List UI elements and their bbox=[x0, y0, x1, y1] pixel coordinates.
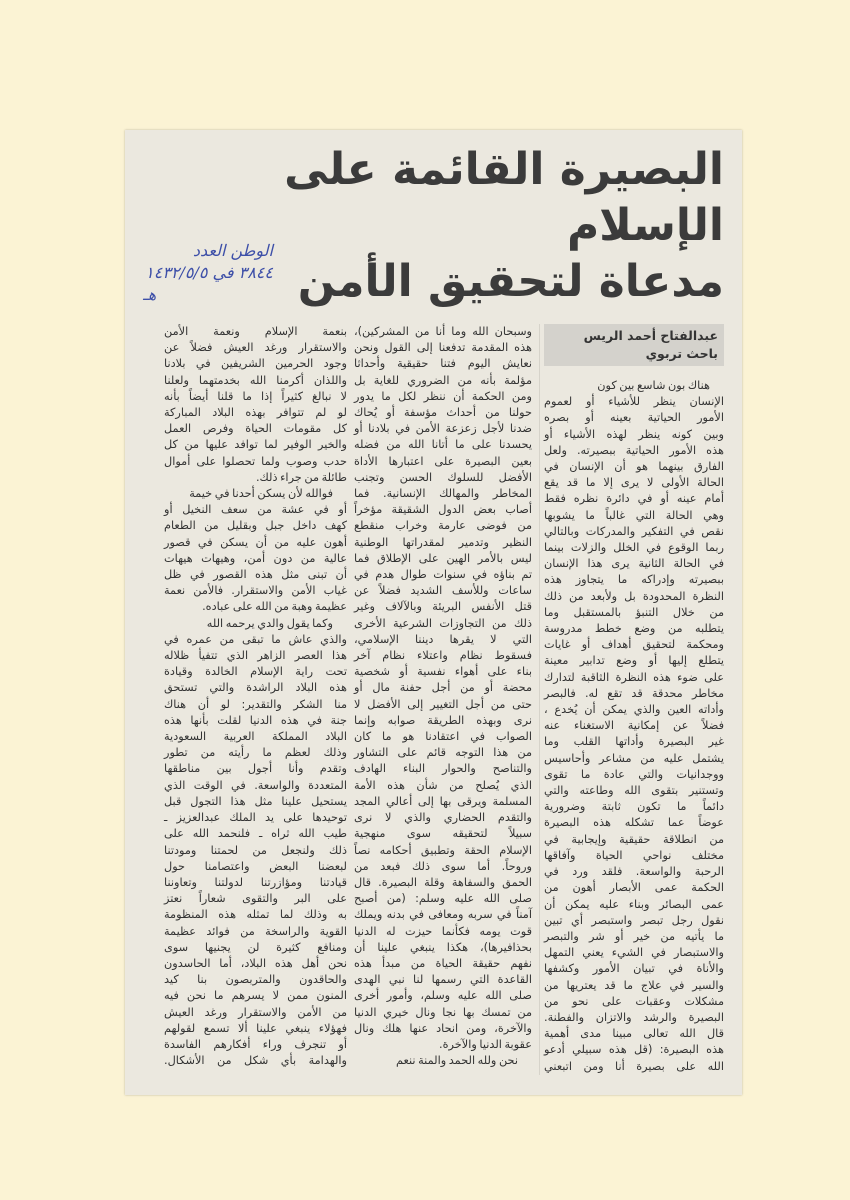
text-line: البصيرة والرشد والاتزان والفطنة. bbox=[544, 1010, 724, 1024]
text-line: وهي الحالة التي غالباً ما يشوبها bbox=[544, 508, 724, 522]
text-line: أهون عليه من أن يسكن في قصور bbox=[164, 535, 347, 549]
text-line: يستحيل علينا مثل هذا التجول قبل bbox=[164, 794, 347, 808]
text-line: والخير الوفير لما توافد عليها من كل bbox=[164, 438, 347, 452]
article-column-left bbox=[164, 324, 347, 1069]
text-line: لبعضنا البعض واعتصامنا حول bbox=[164, 859, 347, 873]
text-line: على ضوء هذه النظرة الثاقبة لتدارك bbox=[544, 670, 724, 684]
text-line: آمناً في سربه ومعافى في بدنه ويملك bbox=[354, 908, 532, 922]
byline bbox=[544, 324, 724, 366]
text-line: فسقوط نظام واعتلاء نظام آخر bbox=[354, 649, 532, 663]
column-text-middle bbox=[354, 324, 532, 1069]
text-line: كل مقومات الحياة وفرص العمل bbox=[164, 422, 347, 436]
text-line: الحمق والسفاهة وقلة البصيرة. قال bbox=[354, 875, 532, 889]
author-name: عبدالفتاح أحمد الريس bbox=[583, 328, 718, 343]
text-line: وبين كونه ينظر لهذه الأشياء أو bbox=[544, 427, 724, 441]
text-line: وتستنير بتقوى الله وطاعته والتي bbox=[544, 784, 724, 798]
text-line: عقوبة الدنيا والآخرة. bbox=[439, 1037, 532, 1051]
text-line: في الحالة الثانية يرى هذا الإنسان bbox=[544, 557, 724, 571]
text-line: طائلة من جراء ذلك. bbox=[255, 470, 347, 484]
text-line: ربما الوقوع في الخلل والزلات بينما bbox=[544, 541, 724, 555]
text-line: الأمور الحياتية بعينه أو بصره bbox=[544, 411, 724, 425]
text-line: الذي يُصلح من شأن هذه الأمة bbox=[354, 778, 532, 792]
text-line: قيادتنا ومؤازرتنا لدولتنا وتعاوننا bbox=[164, 875, 347, 889]
text-line: من انطلاقة حقيقية وإيجابية في bbox=[544, 832, 724, 846]
text-line: صلى الله عليه وسلم، وأمور أخرى bbox=[354, 989, 532, 1003]
text-line: هذه المقدمة تدفعنا إلى القول ونحن bbox=[354, 341, 532, 355]
text-line: القوية والراسخة من فوائد عظيمة bbox=[164, 924, 347, 938]
text-line: تم بناؤه في سنوات طوال هدم في bbox=[354, 568, 532, 582]
text-line: جنة في هذه الدنيا لقلت بأنها هذه bbox=[164, 713, 347, 727]
text-line: يتطلع إليها أو وضع تدابير معينة bbox=[544, 654, 724, 668]
text-line: بحذافيرها)، هكذا ينبغي علينا أن bbox=[354, 940, 532, 954]
headline bbox=[283, 142, 724, 310]
text-line: يحسدنا على ما أتانا الله من فضله bbox=[354, 438, 532, 452]
text-line: قال الله تعالى مبينا مدى أهمية bbox=[544, 1027, 724, 1041]
text-line: هذه الأمور الحياتية ببصيرته. ولعل bbox=[544, 443, 724, 457]
column-text-left bbox=[164, 324, 347, 1069]
text-line: به وذلك لما تمثله هذه المنظومة bbox=[164, 908, 347, 922]
text-line: والسير في علاج ما قد يعتريها من bbox=[544, 978, 724, 992]
text-line: يشتمل عليه من مشاعر وأحاسيس bbox=[544, 751, 724, 765]
text-line: هذا العصر الزاهر الذي تتفيأ ظلاله bbox=[164, 649, 347, 663]
text-line: مشكلات وعقبات على نحو من bbox=[544, 994, 724, 1008]
text-line: نحن ولله الحمد والمنة ننعم bbox=[396, 1054, 518, 1068]
text-line: القاعدة التي رسمها لنا نبي الهدى bbox=[354, 973, 532, 987]
text-line: وروحاً. أما سوى ذلك فبعد من bbox=[354, 859, 532, 873]
text-line: غير البصيرة وأداتها القلب وما bbox=[544, 735, 724, 749]
text-line: الحالة الأولى لا يرى إلا ما قد يقع bbox=[544, 476, 724, 490]
text-line: نعايش اليوم فتنا حقيقية وأحداثا bbox=[354, 357, 532, 371]
text-line: أمام عينه أو في دائرة نظره فقط bbox=[544, 492, 724, 506]
text-line: الفارق بينهما هو أن الإنسان في bbox=[544, 460, 724, 474]
text-line: بناء على أهواء نفسية أو شخصية bbox=[354, 665, 532, 679]
text-line: ساعات وللأسف الشديد فضلاً عن bbox=[354, 584, 532, 598]
text-line: فهؤلاء ينبغي علينا ألا تسمع لقولهم bbox=[164, 1021, 347, 1035]
text-line: بنعمة الإسلام ونعمة الأمن bbox=[164, 325, 347, 338]
text-line: نفهم حقيقة الحياة من مبدأ هذه bbox=[354, 956, 532, 970]
text-line: ومنافع كثيرة لن يجنيها سوى bbox=[164, 940, 347, 954]
text-line: والتقدم الحضاري والذي لا نرى bbox=[354, 811, 532, 825]
text-line: فضلاً عن إمكانية الاستغناء عنه bbox=[544, 719, 724, 733]
text-line: والحاقدون والمتربصون بنا كيد bbox=[164, 973, 347, 987]
text-line: حدب وصوب ولما تحصلوا على أموال bbox=[164, 454, 347, 468]
text-line: ما يأتيه من خير أو شر والتبصر bbox=[544, 929, 724, 943]
text-line: من خلال التنبؤ بالمستقبل وما bbox=[544, 605, 724, 619]
text-line: نقص في التفكير والمدركات وبالتالي bbox=[544, 524, 724, 538]
text-line: أو تنجرف وراء أفكارهم الفاسدة bbox=[164, 1037, 347, 1051]
text-line: عمى البصائر وبناء عليه يمكن أن bbox=[544, 897, 724, 911]
newspaper-clipping bbox=[125, 130, 742, 1095]
article-column-middle bbox=[354, 324, 532, 1069]
article-header bbox=[143, 142, 724, 310]
text-line: محضة أو من أجل حفنة مال أو bbox=[354, 681, 532, 695]
text-line: نحن أهل هذه البلاد، أما الحاسدون bbox=[164, 956, 347, 970]
text-line: المسلمة ويرقى بها إلى أعالي المجد bbox=[354, 794, 532, 808]
headline-line-2: مدعاة لتحقيق الأمن bbox=[297, 256, 724, 307]
text-line: يتطلبه من وضع خطط مدروسة bbox=[544, 622, 724, 636]
text-line: وتقدم وأنا أجول بين مناطقها bbox=[164, 762, 347, 776]
text-line: الصواب في اعتقادنا هو ما كان bbox=[354, 730, 532, 744]
text-line: نرى وبهذه الطريقة صوابه وإنما bbox=[354, 713, 532, 727]
text-line: الله على بصيرة أنا ومن اتبعني bbox=[544, 1059, 724, 1073]
text-line: عالية من دون أمن، وهيهات هيهات bbox=[164, 551, 347, 565]
text-line: بعين البصيرة على اعتبارها الأداة bbox=[354, 454, 532, 468]
text-line: حتى من أجل التغيير إلى الأفضل لا bbox=[354, 697, 532, 711]
text-line: والآخرة، ومن انحاد عنها هلك ونال bbox=[354, 1021, 532, 1035]
text-line: وذلك لعظم ما رأيته من تطور bbox=[164, 746, 347, 760]
text-line: على البر والتقوى شعاراً نعتز bbox=[164, 892, 347, 906]
text-line: من فوضى عارمة وخراب منقطع bbox=[354, 519, 532, 533]
text-line: ليس بالأمر الهين على الإطلاق فما bbox=[354, 551, 532, 565]
text-line: من تمسك بها نجا ونال خيري الدنيا bbox=[354, 1005, 532, 1019]
text-line: المتعددة والواسعة. في الوقت الذي bbox=[164, 778, 347, 792]
text-line: الإنسان ينظر للأشياء أو لعموم bbox=[544, 395, 724, 409]
text-line: والأناة في تبيان الأمور وكشفها bbox=[544, 962, 724, 976]
text-line: الإسلام الحقة وتطبيق أحكامه نصاً bbox=[354, 843, 532, 857]
headline-line-1: البصيرة القائمة على الإسلام bbox=[284, 144, 724, 251]
text-line: التي لا يقرها ديننا الإسلامي، bbox=[354, 632, 532, 646]
text-line: والهدامة بأي شكل من الأشكال. bbox=[164, 1054, 347, 1068]
text-line: أصاب بعض الدول الشقيقة مؤخراً bbox=[354, 503, 532, 517]
text-line: الأفضل للسلوك الحسن وتجنب bbox=[354, 470, 532, 484]
text-line: هذه البصيرة: (قل هذه سبيلي أدعو bbox=[544, 1043, 724, 1057]
text-line: الرحبة والواسعة. فلقد ورد في bbox=[544, 865, 724, 879]
text-line: مخاطر محدقة قد تقع له. فالبصر bbox=[544, 686, 724, 700]
text-line: عظيمة وهبة من الله على عباده. bbox=[202, 600, 347, 614]
article-columns bbox=[143, 324, 724, 1075]
text-line: والتناصح والحوار البناء الهادف bbox=[354, 762, 532, 776]
text-line: عوضاً عما تشكله هذه البصيرة bbox=[544, 816, 724, 830]
text-line: طيب الله ثراه ـ فلنحمد الله على bbox=[164, 827, 347, 841]
column-text-right bbox=[544, 378, 724, 1075]
text-line: من الأمن والاستقرار ورغد العيش bbox=[164, 1005, 347, 1019]
text-line: النظير وتدمير لمقدراتها الوطنية bbox=[354, 535, 532, 549]
text-line: وكما يقول والدي يرحمه الله bbox=[206, 616, 333, 630]
text-line: لا نبالغ كثيراً إذا ما قلنا أيضاً بأنه bbox=[164, 389, 347, 403]
text-line: توحيدها على يد الملك عبدالعزيز ـ bbox=[164, 811, 347, 825]
text-line: المخاطر والمهالك الإنسانية. فما bbox=[354, 487, 532, 501]
text-line: أو في عشة من سعف النخيل أو bbox=[164, 503, 347, 517]
text-line: قوت يومه فكأنما حيزت له الدنيا bbox=[354, 924, 532, 938]
handwritten-note bbox=[143, 240, 273, 310]
text-line: ببصيرته وإدراكه ما يتجاوز هذه bbox=[544, 573, 724, 587]
text-line: كهف داخل جبل وبقليل من الطعام bbox=[164, 519, 347, 533]
text-line: والاستبصار في الشيء يعني التمهل bbox=[544, 946, 724, 960]
text-line: صلى الله عليه وسلم: (من أصبح bbox=[354, 892, 532, 906]
text-line: منا الشكر والتقدير: لو أن هناك bbox=[164, 697, 347, 711]
text-line: دائماً ما تكون ثابتة وضرورية bbox=[544, 800, 724, 814]
text-line: الحكمة عمى الأبصار أهون من bbox=[544, 881, 724, 895]
text-line: النظرة المحدودة بل ولأبعد من ذلك bbox=[544, 589, 724, 603]
author-role: باحث تربوي bbox=[645, 346, 718, 361]
text-line: البلاد المملكة العربية السعودية bbox=[164, 730, 347, 744]
text-line: أن تبنى مثل هذه القصور في ظل bbox=[164, 568, 347, 582]
handwritten-line: هـ bbox=[143, 285, 157, 304]
text-line: والذي عاش ما تبقى من عمره في bbox=[164, 632, 347, 646]
text-line: ومحكمة لتحقيق أهداف أو غايات bbox=[544, 638, 724, 652]
text-line: نقول رجل تبصر واستبصر أي تبين bbox=[544, 913, 724, 927]
text-line: ومن الحكمة أن ننظر لكل ما يدور bbox=[354, 389, 532, 403]
text-line: حولنا من أحداث مؤسفة أو يُحاك bbox=[354, 406, 532, 420]
text-line: ووجدانيات والتي عادة ما تقوى bbox=[544, 767, 724, 781]
article-column-right bbox=[539, 324, 724, 1075]
text-line: والاستقرار ورغد العيش فضلاً عن bbox=[164, 341, 347, 355]
text-line: واللذان أكرمنا الله بخدمتهما ولعلنا bbox=[164, 373, 347, 387]
text-line: فوالله لأن يسكن أحدنا في خيمة bbox=[189, 487, 333, 501]
text-line: وجود الحرمين الشريفين في بلادنا bbox=[164, 357, 347, 371]
text-line: تحت راية الإسلام الخالدة وقيادة bbox=[164, 665, 347, 679]
text-line: ضدنا لأجل زعزعة الأمن في بلادنا أو bbox=[354, 422, 532, 436]
text-line: وأداته العين والذي يمكن أن يُخدع ، bbox=[544, 703, 724, 717]
text-line: ذلك ولنجعل من لحمتنا ومودتنا bbox=[164, 843, 347, 857]
text-line: مؤلمة بأنه من الضروري للغاية بل bbox=[354, 373, 532, 387]
text-line: من هذا التوجه قائم على التشاور bbox=[354, 746, 532, 760]
text-line: سبيلاً لتحقيقه سوى منهجية bbox=[354, 827, 532, 841]
text-line: قتل الأنفس البريئة وبالآلاف وغير bbox=[354, 600, 532, 614]
text-line: هناك بون شاسع بين كون bbox=[597, 379, 710, 392]
text-line: غياب الأمن والاستقرار. فالأمن نعمة bbox=[164, 584, 347, 598]
text-line: لو لم تتوافر بهذه البلاد المباركة bbox=[164, 406, 347, 420]
text-line: هذه البلاد الراشدة والتي تستحق bbox=[164, 681, 347, 695]
handwritten-line: ٣٨٤٤ في ١٤٣٢/٥/٥ bbox=[145, 263, 273, 282]
text-line: المنون ممن لا يسرهم ما نحن فيه bbox=[164, 989, 347, 1003]
text-line: ذلك من التجاوزات الشرعية الأخرى bbox=[354, 616, 532, 630]
handwritten-line: الوطن العدد bbox=[192, 241, 273, 260]
text-line: مختلف نواحي الحياة وآفاقها bbox=[544, 848, 724, 862]
text-line: وسبحان الله وما أنا من المشركين)، bbox=[354, 325, 532, 338]
